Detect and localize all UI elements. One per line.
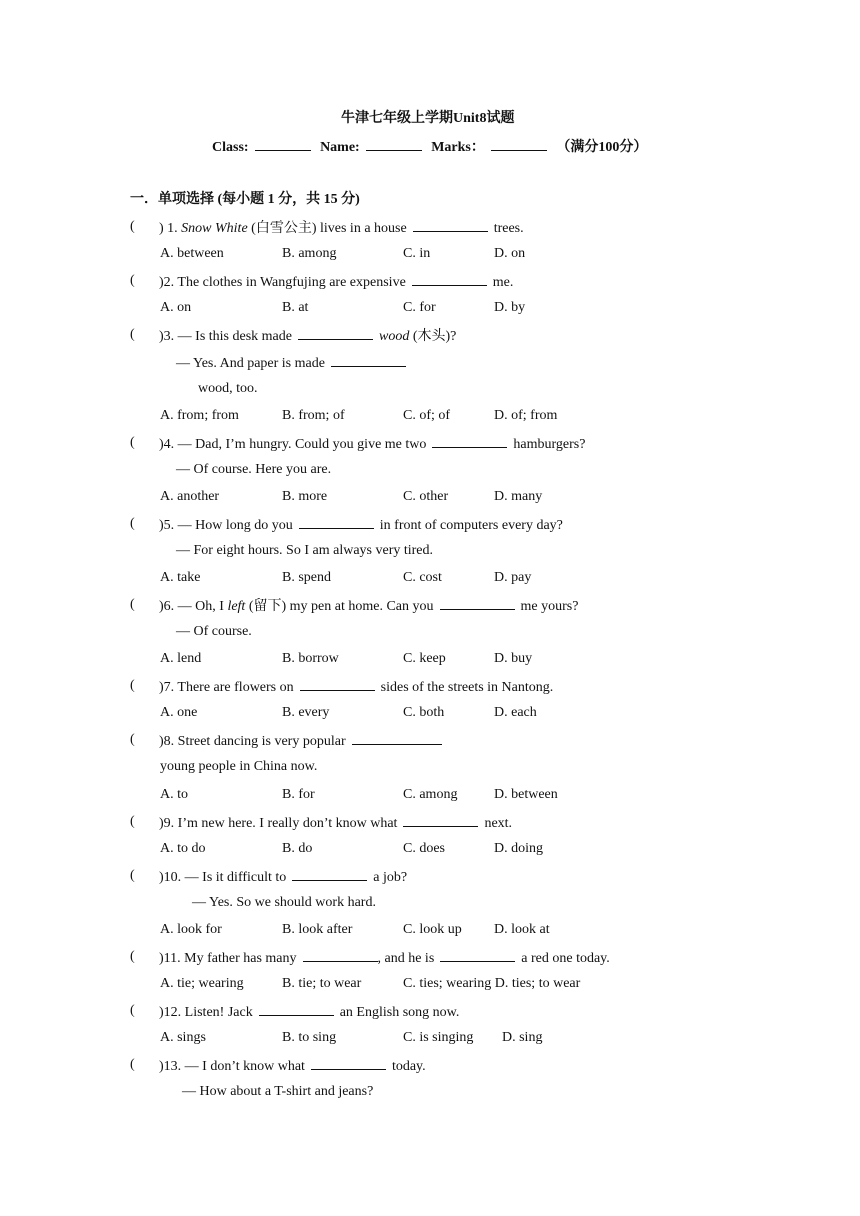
class-label: Class: [212,140,249,155]
answer-paren: ( [130,949,135,964]
answer-blank [440,948,515,962]
option-b: B. more [282,489,328,504]
question-11: )11. My father has many , and he is a red one today. [159,948,610,968]
question-13-line-2: — How about a T-shirt and jeans? [182,1084,374,1099]
answer-paren: ( [130,597,135,612]
answer-paren: ( [130,868,135,883]
option-c: C. does [403,841,445,856]
question-6: )6. — Oh, I left (留下) my pen at home. Can you me yours? [159,596,578,616]
option-d: D. between [494,787,558,802]
option-b: B. spend [282,570,331,585]
answer-blank [259,1002,334,1016]
question-10-line-2: — Yes. So we should work hard. [192,895,376,910]
answer-blank [352,731,442,745]
option-a: A. lend [160,651,202,666]
option-b: B. for [282,787,315,802]
answer-blank [413,218,488,232]
question-4: )4. — Dad, I’m hungry. Could you give me two hamburgers? [159,434,585,454]
option-a: A. another [160,489,220,504]
question-8: )8. Street dancing is very popular [159,731,448,751]
option-a: A. take [160,570,201,585]
answer-paren: ( [130,327,135,342]
question-3-line-2: — Yes. And paper is made [176,353,412,373]
option-b: B. look after [282,922,353,937]
option-c: C. is singing [403,1030,474,1045]
option-b: B. among [282,246,337,261]
option-b: B. do [282,841,313,856]
option-c: C. ties; wearing D. ties; to wear [403,976,581,991]
answer-paren: ( [130,732,135,747]
answer-blank [440,596,515,610]
option-b: B. from; of [282,408,345,423]
answer-blank [331,353,406,367]
option-a: A. one [160,705,198,720]
question-2: )2. The clothes in Wangfujing are expensive me. [159,272,513,292]
option-d: D. pay [494,570,532,585]
answer-paren: ( [130,1003,135,1018]
option-c: C. other [403,489,449,504]
option-b: B. borrow [282,651,339,666]
option-d: D. of; from [494,408,558,423]
question-13: )13. — I don’t know what today. [159,1056,426,1076]
answer-blank [298,326,373,340]
answer-blank [292,867,367,881]
section-heading: 一．单项选择 (每小题 1 分，共 15 分) [130,192,360,207]
option-b: B. tie; to wear [282,976,362,991]
option-d: D. many [494,489,543,504]
option-a: A. to do [160,841,206,856]
answer-blank [311,1056,386,1070]
answer-blank [412,272,487,286]
option-d: D. sing [502,1030,543,1045]
question-5: )5. — How long do you in front of computers every day? [159,515,563,535]
option-d: D. by [494,300,526,315]
option-b: B. every [282,705,330,720]
question-12: )12. Listen! Jack an English song now. [159,1002,459,1022]
answer-blank [300,677,375,691]
option-a: A. sings [160,1030,206,1045]
option-a: A. between [160,246,224,261]
option-c: C. cost [403,570,442,585]
option-a: A. tie; wearing [160,976,244,991]
info-line [212,137,647,157]
page-title: 牛津七年级上学期Unit8试题 [341,111,515,126]
option-b: B. at [282,300,309,315]
answer-paren: ( [130,516,135,531]
option-c: C. for [403,300,436,315]
question-3-line-3: wood, too. [198,381,258,396]
question-1: ) 1. Snow White (白雪公主) lives in a house trees. [159,218,524,238]
option-b: B. to sing [282,1030,337,1045]
question-4-line-2: — Of course. Here you are. [176,462,332,477]
option-a: A. from; from [160,408,239,423]
question-5-line-2: — For eight hours. So I am always very tired. [176,543,434,558]
option-d: D. on [494,246,526,261]
answer-paren: ( [130,678,135,693]
option-d: D. look at [494,922,550,937]
answer-blank [403,813,478,827]
full-score: （满分100分） [556,140,648,155]
answer-paren: ( [130,219,135,234]
answer-paren: ( [130,1057,135,1072]
option-a: A. look for [160,922,222,937]
question-10: )10. — Is it difficult to a job? [159,867,407,887]
question-9: )9. I’m new here. I really don’t know what next. [159,813,512,833]
marks-blank [491,137,547,151]
option-c: C. look up [403,922,462,937]
option-c: C. of; of [403,408,451,423]
option-a: A. on [160,300,192,315]
question-3: )3. — Is this desk made wood (木头)? [159,326,456,346]
option-c: C. both [403,705,445,720]
option-c: C. in [403,246,431,261]
marks-label: Marks： [431,140,485,155]
name-blank [366,137,422,151]
answer-blank [303,948,378,962]
option-d: D. doing [494,841,543,856]
option-d: D. each [494,705,537,720]
answer-paren: ( [130,273,135,288]
question-7: )7. There are flowers on sides of the streets in Nantong. [159,677,553,697]
option-d: D. buy [494,651,533,666]
question-6-line-2: — Of course. [176,624,252,639]
class-blank [255,137,311,151]
answer-paren: ( [130,814,135,829]
name-label: Name: [320,140,360,155]
option-a: A. to [160,787,188,802]
answer-paren: ( [130,435,135,450]
question-8-line-2: young people in China now. [160,759,318,774]
answer-blank [299,515,374,529]
option-c: C. among [403,787,458,802]
answer-blank [432,434,507,448]
option-c: C. keep [403,651,446,666]
